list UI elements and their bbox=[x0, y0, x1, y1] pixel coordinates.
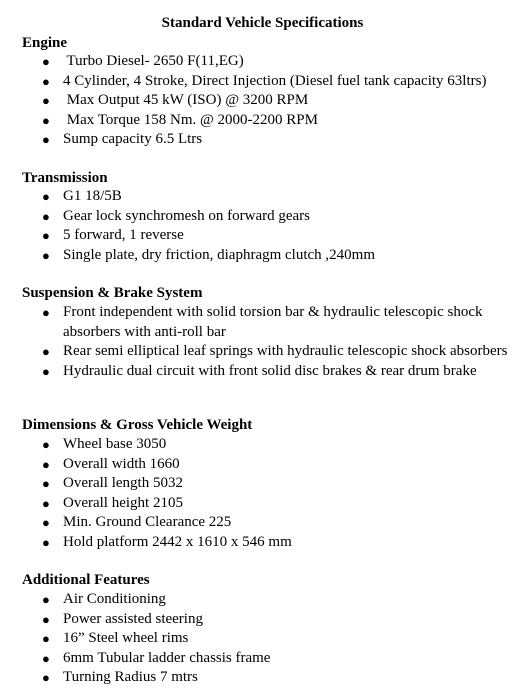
document-title: Standard Vehicle Specifications bbox=[161, 15, 364, 31]
bullet-icon: ● bbox=[42, 670, 50, 686]
list-item: ● Max Output 45 kW (ISO) @ 3200 RPM bbox=[0, 91, 525, 111]
bullet-icon: ● bbox=[42, 650, 50, 666]
list-item: ● Hydraulic dual circuit with front solid disc brakes & rear drum brake bbox=[0, 362, 525, 382]
section-heading-suspension-brake: Suspension & Brake System bbox=[22, 285, 203, 301]
list-item: ● 6mm Tubular ladder chassis frame bbox=[0, 649, 525, 669]
list-item: ● Gear lock synchromesh on forward gears bbox=[0, 207, 525, 227]
bullet-icon: ● bbox=[42, 495, 50, 511]
dimensions-list bbox=[0, 435, 525, 553]
list-item: ● Rear semi elliptical leaf springs with hydraulic telescopic shock absorbers bbox=[0, 342, 525, 362]
list-item: ● Power assisted steering bbox=[0, 610, 525, 630]
bullet-icon: ● bbox=[42, 93, 50, 109]
bullet-icon: ● bbox=[42, 228, 50, 244]
bullet-icon: ● bbox=[42, 456, 50, 472]
list-item: ● Front independent with solid torsion bar & hydraulic telescopic shock absorbers with anti-roll bar bbox=[42, 304, 483, 340]
list-item: ● Overall width 1660 bbox=[0, 455, 525, 475]
additional-features-list bbox=[0, 590, 525, 688]
bullet-icon: ● bbox=[42, 476, 50, 492]
list-item: ● 16” Steel wheel rims bbox=[0, 629, 525, 649]
list-item: ● Sump capacity 6.5 Ltrs bbox=[0, 130, 525, 150]
bullet-icon: ● bbox=[42, 208, 50, 224]
bullet-icon: ● bbox=[42, 611, 50, 627]
list-item: ● Air Conditioning bbox=[0, 590, 525, 610]
list-item: ● Turning Radius 7 mtrs bbox=[0, 668, 525, 688]
section-heading-dimensions: Dimensions & Gross Vehicle Weight bbox=[22, 417, 253, 433]
bullet-icon: ● bbox=[42, 132, 50, 148]
bullet-icon: ● bbox=[42, 112, 50, 128]
bullet-icon: ● bbox=[42, 363, 50, 379]
bullet-icon: ● bbox=[42, 344, 50, 360]
list-item: ● Min. Ground Clearance 225 bbox=[0, 513, 525, 533]
list-item: ● Turbo Diesel- 2650 F(11,EG) bbox=[0, 52, 525, 72]
transmission-list bbox=[0, 187, 525, 265]
section-heading-engine: Engine bbox=[22, 35, 68, 51]
list-item: ● Wheel base 3050 bbox=[0, 435, 525, 455]
bullet-icon: ● bbox=[42, 189, 50, 204]
suspension-brake-list bbox=[0, 303, 525, 381]
bullet-icon: ● bbox=[42, 534, 50, 550]
list-item: ● Overall length 5032 bbox=[0, 474, 525, 494]
list-item: ● Max Torque 158 Nm. @ 2000-2200 RPM bbox=[0, 111, 525, 131]
bullet-icon: ● bbox=[42, 247, 50, 263]
engine-list bbox=[0, 52, 525, 150]
list-item: ● Overall height 2105 bbox=[0, 494, 525, 514]
bullet-icon: ● bbox=[42, 631, 50, 647]
list-item: ● G1 18/5B bbox=[0, 187, 525, 207]
bullet-icon: ● bbox=[42, 437, 50, 452]
list-item: ● Hold platform 2442 x 1610 x 546 mm bbox=[0, 533, 525, 553]
bullet-icon: ● bbox=[42, 73, 50, 89]
bullet-icon: ● bbox=[42, 305, 50, 320]
list-item: ● 5 forward, 1 reverse bbox=[0, 226, 525, 246]
bullet-icon: ● bbox=[42, 592, 50, 607]
bullet-icon: ● bbox=[42, 515, 50, 531]
bullet-icon: ● bbox=[42, 54, 50, 69]
list-item: ● Single plate, dry friction, diaphragm clutch ,240mm bbox=[0, 246, 525, 266]
section-heading-additional-features: Additional Features bbox=[22, 572, 150, 588]
list-item: ● 4 Cylinder, 4 Stroke, Direct Injection (Diesel fuel tank capacity 63ltrs) bbox=[0, 72, 525, 92]
section-heading-transmission: Transmission bbox=[22, 170, 108, 186]
